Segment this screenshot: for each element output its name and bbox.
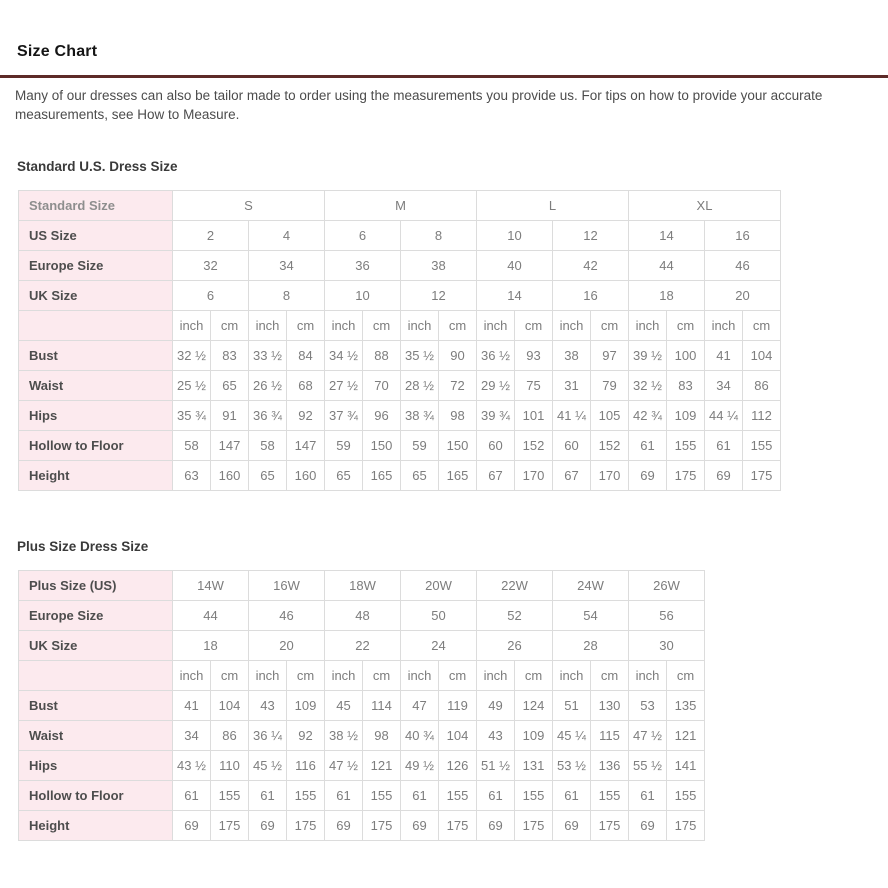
row-label: Europe Size [19,251,173,281]
unit-cell: inch [705,311,743,341]
row-label-empty [19,661,173,691]
measure-cell: 75 [515,371,553,401]
measure-cell: 25 ½ [173,371,211,401]
measure-cell: 51 ½ [477,751,515,781]
measure-cell: 175 [439,811,477,841]
row-label: Waist [19,371,173,401]
size-cell: 6 [173,281,249,311]
measure-cell: 59 [401,431,439,461]
unit-cell: cm [515,661,553,691]
unit-cell: inch [173,311,211,341]
measure-cell: 58 [249,431,287,461]
size-cell: 22W [477,571,553,601]
size-cell: 24 [401,631,477,661]
measure-cell: 155 [211,781,249,811]
measure-cell: 155 [743,431,781,461]
measure-cell: 69 [401,811,439,841]
measure-cell: 61 [629,781,667,811]
measure-cell: 100 [667,341,705,371]
measure-cell: 45 ¼ [553,721,591,751]
size-group-cell: M [325,191,477,221]
measure-cell: 34 [705,371,743,401]
measure-row [19,811,705,841]
measure-cell: 131 [515,751,553,781]
size-cell: 38 [401,251,477,281]
measure-cell: 92 [287,721,325,751]
measure-cell: 41 [173,691,211,721]
size-cell: 52 [477,601,553,631]
size-row [19,281,781,311]
size-cell: 10 [325,281,401,311]
measure-cell: 84 [287,341,325,371]
page-title: Size Chart [17,43,98,60]
size-cell: 10 [477,221,553,251]
measure-cell: 65 [211,371,249,401]
size-cell: 12 [553,221,629,251]
measure-row [19,721,705,751]
size-cell: 14 [477,281,553,311]
measure-cell: 35 ½ [401,341,439,371]
measure-cell: 141 [667,751,705,781]
intro-text: Many of our dresses can also be tailor made to order using the measurements you provide us. For tips on how to provide your accurate measurements, see How to Measure. [15,88,823,122]
measure-cell: 121 [363,751,401,781]
measure-cell: 86 [743,371,781,401]
unit-cell: inch [477,311,515,341]
measure-cell: 124 [515,691,553,721]
measure-cell: 43 ½ [173,751,211,781]
measure-cell: 175 [211,811,249,841]
measure-cell: 53 [629,691,667,721]
measure-cell: 55 ½ [629,751,667,781]
measure-cell: 88 [363,341,401,371]
row-label: Bust [19,691,173,721]
measure-cell: 175 [667,461,705,491]
measure-cell: 155 [667,781,705,811]
size-cell: 28 [553,631,629,661]
unit-header-row [19,661,705,691]
row-label-empty [19,311,173,341]
measure-cell: 41 ¼ [553,401,591,431]
measure-cell: 72 [439,371,477,401]
measure-cell: 38 [553,341,591,371]
measure-cell: 104 [743,341,781,371]
measure-cell: 45 [325,691,363,721]
measure-cell: 29 ½ [477,371,515,401]
size-cell: 20 [249,631,325,661]
measure-cell: 69 [325,811,363,841]
measure-cell: 61 [249,781,287,811]
unit-cell: inch [477,661,515,691]
size-cell: 8 [249,281,325,311]
measure-row [19,461,781,491]
measure-cell: 92 [287,401,325,431]
unit-cell: inch [249,661,287,691]
size-cell: 12 [401,281,477,311]
measure-cell: 65 [401,461,439,491]
section-heading-plus: Plus Size Dress Size [17,539,149,554]
measure-cell: 58 [173,431,211,461]
measure-cell: 51 [553,691,591,721]
measure-cell: 69 [173,811,211,841]
measure-row [19,691,705,721]
measure-cell: 61 [705,431,743,461]
measure-cell: 83 [211,341,249,371]
measure-cell: 98 [439,401,477,431]
unit-cell: cm [439,661,477,691]
title-rule-divider [0,75,888,78]
measure-cell: 33 ½ [249,341,287,371]
measure-row [19,341,781,371]
measure-cell: 90 [439,341,477,371]
size-cell: 14 [629,221,705,251]
measure-cell: 38 ½ [325,721,363,751]
size-cell: 26 [477,631,553,661]
unit-cell: inch [629,311,667,341]
size-cell: 20 [705,281,781,311]
row-label: Hips [19,751,173,781]
standard-size-table [18,190,781,491]
size-cell: 54 [553,601,629,631]
size-cell: 16W [249,571,325,601]
row-label: Standard Size [19,191,173,221]
row-label: Height [19,461,173,491]
unit-cell: cm [363,311,401,341]
unit-cell: inch [553,311,591,341]
measure-cell: 68 [287,371,325,401]
section-heading-standard: Standard U.S. Dress Size [17,159,178,174]
size-cell: 14W [173,571,249,601]
measure-cell: 160 [211,461,249,491]
measure-row [19,371,781,401]
row-label: UK Size [19,281,173,311]
measure-cell: 155 [287,781,325,811]
measure-cell: 175 [515,811,553,841]
row-label: US Size [19,221,173,251]
measure-cell: 155 [667,431,705,461]
row-label: Europe Size [19,601,173,631]
measure-cell: 36 ½ [477,341,515,371]
measure-cell: 147 [211,431,249,461]
measure-cell: 32 ½ [173,341,211,371]
unit-cell: inch [249,311,287,341]
size-cell: 30 [629,631,705,661]
measure-cell: 109 [667,401,705,431]
measure-cell: 65 [249,461,287,491]
size-cell: 40 [477,251,553,281]
measure-cell: 37 ¾ [325,401,363,431]
unit-cell: inch [553,661,591,691]
measure-row [19,751,705,781]
measure-cell: 126 [439,751,477,781]
measure-cell: 147 [287,431,325,461]
group-header-row [19,191,781,221]
measure-cell: 27 ½ [325,371,363,401]
measure-row [19,401,781,431]
unit-cell: cm [363,661,401,691]
measure-cell: 49 [477,691,515,721]
measure-cell: 40 ¾ [401,721,439,751]
measure-cell: 83 [667,371,705,401]
measure-cell: 98 [363,721,401,751]
row-label: UK Size [19,631,173,661]
measure-cell: 59 [325,431,363,461]
unit-cell: cm [667,311,705,341]
unit-cell: inch [629,661,667,691]
row-label: Bust [19,341,173,371]
measure-cell: 69 [705,461,743,491]
row-label: Waist [19,721,173,751]
measure-cell: 43 [477,721,515,751]
measure-cell: 47 ½ [325,751,363,781]
measure-cell: 39 ¾ [477,401,515,431]
measure-cell: 60 [477,431,515,461]
measure-cell: 109 [287,691,325,721]
measure-cell: 36 ¾ [249,401,287,431]
measure-cell: 135 [667,691,705,721]
size-cell: 18 [173,631,249,661]
size-cell: 22 [325,631,401,661]
unit-cell: cm [591,311,629,341]
measure-cell: 60 [553,431,591,461]
size-cell: 2 [173,221,249,251]
row-label: Height [19,811,173,841]
measure-cell: 175 [667,811,705,841]
row-label: Plus Size (US) [19,571,173,601]
size-cell: 20W [401,571,477,601]
size-cell: 16 [553,281,629,311]
measure-cell: 175 [287,811,325,841]
unit-cell: inch [173,661,211,691]
measure-cell: 69 [553,811,591,841]
measure-cell: 155 [439,781,477,811]
unit-cell: cm [211,311,249,341]
size-cell: 36 [325,251,401,281]
size-cell: 46 [705,251,781,281]
measure-cell: 160 [287,461,325,491]
size-row [19,571,705,601]
measure-cell: 170 [591,461,629,491]
measure-cell: 175 [591,811,629,841]
size-cell: 6 [325,221,401,251]
measure-cell: 155 [591,781,629,811]
unit-cell: cm [667,661,705,691]
measure-cell: 170 [515,461,553,491]
measure-cell: 35 ¾ [173,401,211,431]
measure-cell: 86 [211,721,249,751]
measure-cell: 79 [591,371,629,401]
size-cell: 18W [325,571,401,601]
measure-cell: 114 [363,691,401,721]
size-group-cell: S [173,191,325,221]
measure-cell: 26 ½ [249,371,287,401]
row-label: Hollow to Floor [19,431,173,461]
size-cell: 26W [629,571,705,601]
measure-cell: 112 [743,401,781,431]
measure-cell: 67 [553,461,591,491]
measure-cell: 67 [477,461,515,491]
measure-cell: 31 [553,371,591,401]
measure-cell: 69 [629,461,667,491]
size-cell: 32 [173,251,249,281]
unit-cell: cm [743,311,781,341]
measure-cell: 36 ¼ [249,721,287,751]
measure-cell: 175 [743,461,781,491]
size-cell: 18 [629,281,705,311]
measure-cell: 61 [477,781,515,811]
measure-row [19,781,705,811]
unit-cell: inch [401,661,439,691]
size-cell: 16 [705,221,781,251]
size-cell: 42 [553,251,629,281]
measure-cell: 121 [667,721,705,751]
measure-cell: 69 [477,811,515,841]
measure-cell: 45 ½ [249,751,287,781]
measure-cell: 116 [287,751,325,781]
measure-cell: 115 [591,721,629,751]
unit-cell: cm [287,311,325,341]
size-cell: 56 [629,601,705,631]
size-cell: 34 [249,251,325,281]
measure-cell: 104 [211,691,249,721]
size-group-cell: XL [629,191,781,221]
measure-cell: 119 [439,691,477,721]
measure-cell: 104 [439,721,477,751]
size-row [19,601,705,631]
measure-cell: 32 ½ [629,371,667,401]
measure-cell: 28 ½ [401,371,439,401]
measure-cell: 109 [515,721,553,751]
measure-cell: 93 [515,341,553,371]
unit-cell: cm [211,661,249,691]
measure-cell: 130 [591,691,629,721]
size-cell: 8 [401,221,477,251]
size-row [19,221,781,251]
unit-cell: cm [591,661,629,691]
measure-cell: 152 [515,431,553,461]
measure-cell: 49 ½ [401,751,439,781]
size-row [19,251,781,281]
measure-cell: 34 [173,721,211,751]
unit-cell: cm [515,311,553,341]
measure-cell: 61 [629,431,667,461]
measure-cell: 47 [401,691,439,721]
unit-cell: inch [401,311,439,341]
measure-cell: 150 [439,431,477,461]
measure-cell: 175 [363,811,401,841]
measure-cell: 38 ¾ [401,401,439,431]
row-label: Hips [19,401,173,431]
measure-cell: 101 [515,401,553,431]
measure-cell: 61 [325,781,363,811]
measure-cell: 165 [363,461,401,491]
unit-header-row [19,311,781,341]
measure-cell: 61 [553,781,591,811]
measure-cell: 69 [249,811,287,841]
size-cell: 24W [553,571,629,601]
measure-cell: 34 ½ [325,341,363,371]
size-cell: 50 [401,601,477,631]
measure-cell: 61 [401,781,439,811]
measure-cell: 53 ½ [553,751,591,781]
size-group-cell: L [477,191,629,221]
measure-cell: 70 [363,371,401,401]
measure-cell: 43 [249,691,287,721]
measure-cell: 91 [211,401,249,431]
unit-cell: inch [325,661,363,691]
measure-cell: 47 ½ [629,721,667,751]
measure-cell: 152 [591,431,629,461]
measure-cell: 155 [515,781,553,811]
size-cell: 4 [249,221,325,251]
unit-cell: cm [287,661,325,691]
measure-cell: 105 [591,401,629,431]
measure-cell: 97 [591,341,629,371]
size-cell: 46 [249,601,325,631]
size-cell: 44 [173,601,249,631]
measure-cell: 63 [173,461,211,491]
unit-cell: inch [325,311,363,341]
measure-cell: 44 ¼ [705,401,743,431]
measure-cell: 42 ¾ [629,401,667,431]
measure-cell: 110 [211,751,249,781]
size-cell: 48 [325,601,401,631]
row-label: Hollow to Floor [19,781,173,811]
measure-row [19,431,781,461]
plus-size-table [18,570,705,841]
size-row [19,631,705,661]
measure-cell: 65 [325,461,363,491]
size-cell: 44 [629,251,705,281]
measure-cell: 165 [439,461,477,491]
measure-cell: 136 [591,751,629,781]
measure-cell: 69 [629,811,667,841]
measure-cell: 96 [363,401,401,431]
measure-cell: 39 ½ [629,341,667,371]
measure-cell: 61 [173,781,211,811]
measure-cell: 155 [363,781,401,811]
unit-cell: cm [439,311,477,341]
measure-cell: 41 [705,341,743,371]
measure-cell: 150 [363,431,401,461]
